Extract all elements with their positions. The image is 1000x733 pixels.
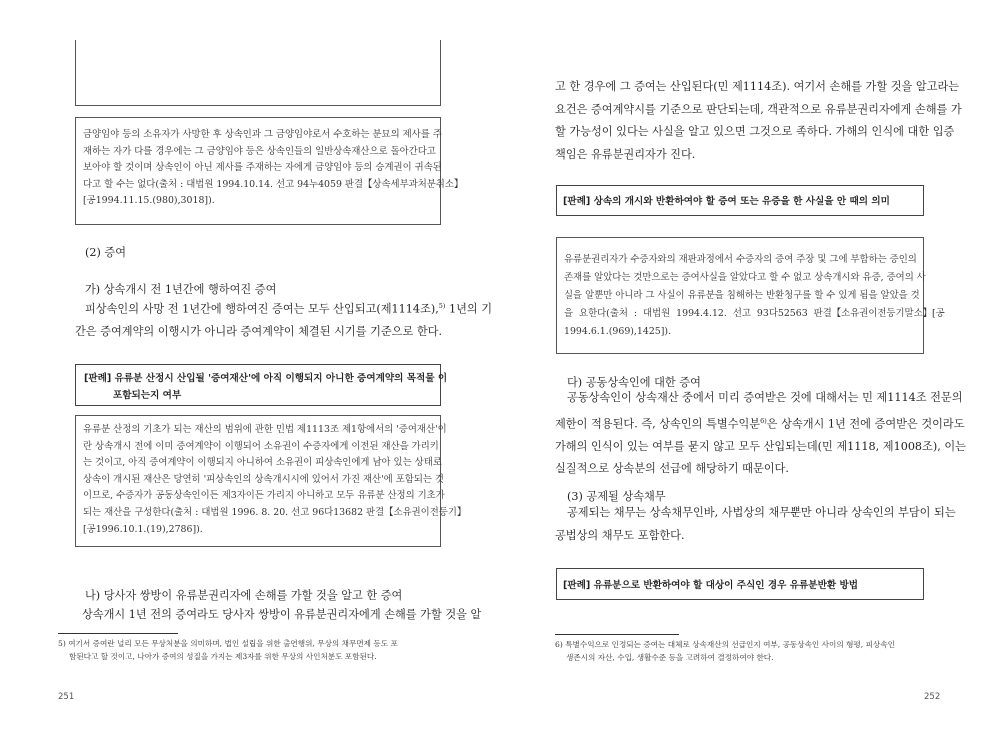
footnote: [555, 639, 895, 664]
box-line: 상속이 개시된 재산은 당연히 '피상속인의 상속개시시에 있어서 가진 재산'에 포함되는 것: [83, 473, 444, 485]
case-title-box: [556, 185, 924, 216]
body-line: 요건은 증여계약시를 기준으로 판단되는데, 객관적으로 유류분권리자에게 손해를 가: [555, 102, 962, 116]
box-line: 유류분 산정의 기초가 되는 재산의 범위에 관한 민법 제1113조 제1항에서의 '증여재산'이: [83, 424, 447, 435]
body-line: 피상속인의 사망 전 1년간에 행하여진 증여는 모두 산입되고(제1114조),$^{5)}$ 1년의 기: [85, 302, 493, 316]
body-paragraph: [555, 387, 966, 481]
body-line: 공제되는 채무는 상속채무인바, 사법상의 채무뿐만 아니라 상속인의 부담이 되는: [567, 506, 956, 519]
case-title-line: [판례] 유류분 산정시 산입될 '증여재산'에 아직 이행되지 아니한 증여계약의 목적물 이: [84, 373, 448, 384]
box-line: 존재를 알았다는 것만으로는 증여사실을 알았다고 할 수 없고 상속개시와 유증, 증여의 사: [564, 272, 926, 283]
body-paragraph: [75, 295, 493, 344]
case-text-box-1: [75, 117, 464, 225]
box-line: 란 상속개시 전에 이미 증여계약이 이행되어 소유권이 수증자에게 이전된 재산을 가리키: [83, 440, 439, 452]
subsection-heading: 가) 상속개시 전 1년간에 행하여진 증여: [85, 283, 277, 296]
right-page: [500, 0, 1000, 733]
box-line: [공1994.11.15.(980),3018]).: [83, 195, 215, 207]
box-line: 실을 알뿐만 아니라 그 사실이 유류분을 침해하는 반환청구를 할 수 있게 됨을 알았을 것: [564, 290, 920, 301]
case-text-box-3: [556, 237, 945, 354]
continued-box: [75, 40, 441, 106]
footnote-line: 함된다고 할 것이고, 나아가 증여의 성질을 가지는 제3자를 위한 무상의 사인처분도 포함된다.: [69, 651, 377, 661]
box-line: 이므로, 수증자가 공동상속인이든 제3자이든 가리지 아니하고 모두 유류분 산정의 기초가: [83, 490, 445, 502]
body-line: 공법상의 채무도 포함한다.: [555, 528, 685, 542]
body-line: 상속개시 1년 전의 증여라도 당사자 쌍방이 유류분권리자에게 손해를 가할 것을 알: [82, 608, 482, 621]
section-heading: (2) 증여: [85, 246, 127, 259]
body-line: 할 가능성이 있다는 사실을 알고 있으면 그것으로 족하다. 가해의 인식에 대한 입증: [555, 125, 955, 138]
subsection-heading: 다) 공동상속인에 대한 증여: [567, 376, 701, 389]
box-line: 을 요한다(출처 : 대법원 1994.4.12. 선고 93다52563 판결【소유권이전등기말소】[공: [564, 308, 945, 319]
box-line: [공1996.10.1.(19),2786]).: [83, 523, 203, 535]
footnote-line: 6) 특별수익으로 인정되는 증여는 대체로 상속재산의 선급인지 여부, 공동상속인 사이의 형평, 피상속인: [555, 640, 895, 649]
footnote-rule: [555, 634, 679, 635]
footnote-rule: [58, 633, 178, 634]
case-title-box: [75, 364, 448, 406]
box-line: 되는 재산을 구성한다(출처 : 대법원 1996. 8. 20. 선고 96다13682 판결【소유권이전등기】: [83, 506, 467, 518]
body-line: 가해의 인식이 있는 여부를 묻지 않고 모두 산입되는데(민 제1118, 제1008조), 이는: [555, 439, 966, 453]
case-title-line: [판례] 상속의 개시와 반환하여야 할 증여 또는 유증을 한 사실을 안 때의 의미: [563, 196, 890, 207]
footnote-ref[interactable]: 6): [760, 416, 767, 425]
body-paragraph: [555, 76, 962, 166]
body-line: 실질적으로 상속분의 선급에 해당하기 때문이다.: [555, 462, 789, 476]
body-line: 책임은 유류분권리자가 진다.: [555, 147, 696, 161]
footnote: [58, 638, 398, 663]
box-line: 유류분권리자가 수증자와의 재판과정에서 수증자의 증여 주장 및 그에 부합하는 증인의: [564, 254, 917, 265]
case-title-box: [556, 568, 924, 600]
box-line: 다고 할 수는 없다(출처 : 대법원 1994.10.14. 선고 94누4059 판결【상속세부과처분취소】: [83, 178, 464, 190]
section-heading: (3) 공제될 상속채무: [567, 490, 666, 503]
body-line: 고 한 경우에 그 증여는 산입된다(민 제1114조). 여기서 손해를 가할 것을 알고라는: [555, 80, 960, 93]
footnote-line: 생존시의 자산, 수입, 생활수준 등을 고려하여 결정하여야 한다.: [566, 652, 774, 662]
footnote-ref[interactable]: 5): [438, 302, 446, 310]
body-line: 제한이 적용된다. 즉, 상속인의 특별수익분$^{6)}$은 상속개시 1년 전에 증여받은 것이라도: [555, 416, 965, 431]
box-line: 금양임야 등의 소유자가 사망한 후 상속인과 그 금양임야로서 수호하는 분묘의 제사를 주: [83, 129, 442, 140]
page-number: 252: [924, 692, 941, 702]
case-title-line: 포함되는지 여부: [113, 390, 182, 401]
box-line: 재하는 자가 다를 경우에는 그 금양임야 등은 상속인들의 일반상속재산으로 돌아간다고: [83, 145, 436, 157]
subsection-heading: 나) 당사자 쌍방이 유류분권리자에 손해를 가할 것을 알고 한 증여: [85, 589, 403, 602]
body-paragraph: [555, 502, 956, 547]
case-title-line: [판례] 유류분으로 반환하여야 할 대상이 주식인 경우 유류분반환 방법: [563, 580, 858, 591]
body-line: 간은 증여계약의 이행시가 아니라 증여계약이 체결된 시기를 기준으로 한다.: [75, 325, 443, 339]
page-number: 251: [58, 692, 75, 702]
box-line: 보아야 할 것이며 상속인이 아닌 제사를 주재하는 자에게 금양임야 등의 승계권이 귀속된: [83, 162, 442, 174]
box-line: 1994.6.1.(969),1425]).: [564, 326, 672, 337]
body-line: 공동상속인이 상속재산 중에서 미리 증여받은 것에 대해서는 민 제1114조 전문의: [567, 391, 963, 404]
box-line: 는 것이고, 아직 증여계약이 이행되지 아니하여 소유권이 피상속인에게 남아 있는 상태로: [83, 457, 442, 469]
footnote-line: 5) 여기서 증여란 널리 모든 무상처분을 의미하며, 법인 설립을 위한 출연행위, 무상의 채무면제 등도 포: [58, 639, 398, 648]
case-text-box-2: [75, 415, 467, 547]
